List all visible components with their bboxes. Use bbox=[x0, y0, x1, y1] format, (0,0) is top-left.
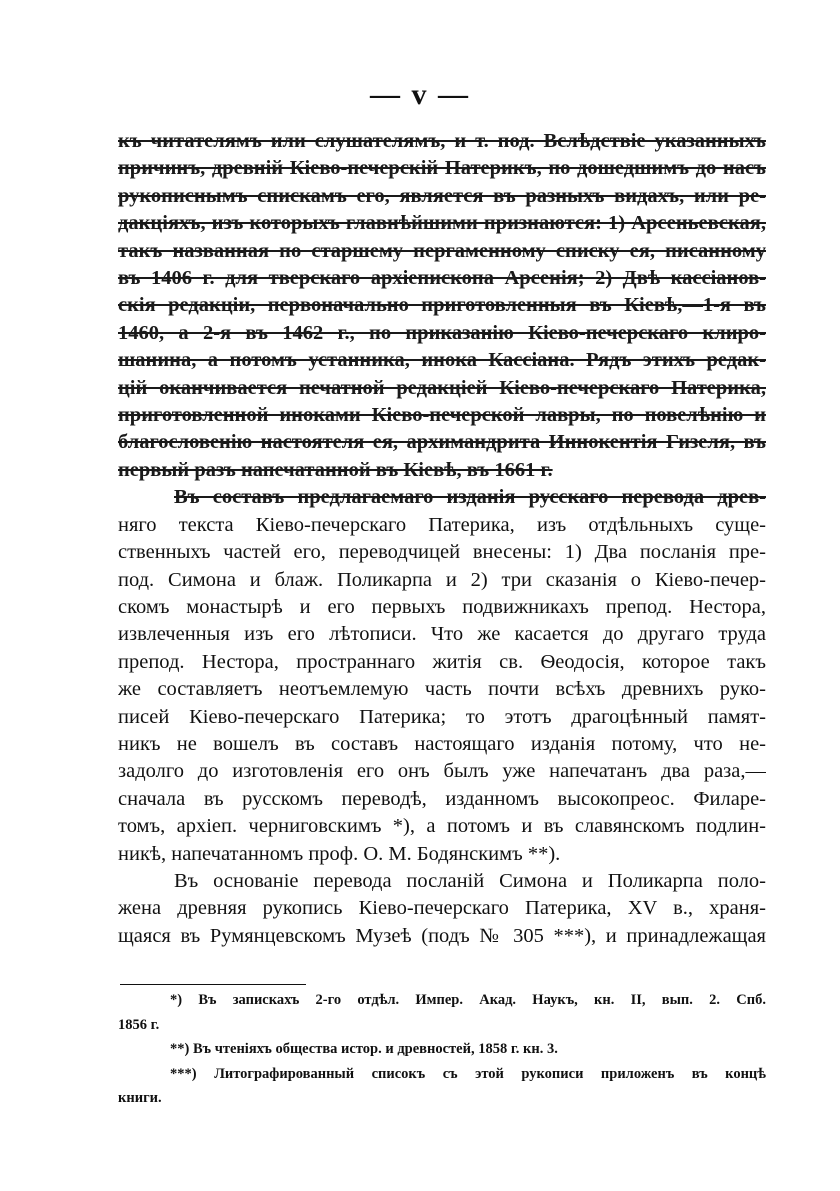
text-line: 1460, а 2-я въ 1462 г., по приказанію Кіево-печерскаго клиро- bbox=[118, 321, 766, 344]
text-line: щаяся въ Румянцевскомъ Музеѣ (подъ № 305 ***), и принадлежащая bbox=[118, 924, 766, 947]
footnote-line: **) Въ чтеніяхъ общества истор. и древностей, 1858 г. кн. 3. bbox=[170, 1041, 558, 1057]
text-line: благословенію настоятеля ея, архимандрита Иннокентія Гизеля, въ bbox=[118, 431, 766, 454]
text-line: такъ названная по старшему пергаменному списку ея, писанному bbox=[118, 239, 766, 262]
text-line: рукописнымъ спискамъ его, является въ разныхъ видахъ, или ре- bbox=[118, 184, 766, 207]
text-line: Въ основаніе перевода посланій Симона и Поликарпа поло- bbox=[174, 869, 766, 892]
footnotes bbox=[118, 988, 766, 1111]
page-number: — v — bbox=[370, 78, 470, 111]
text-line: под. Симона и блаж. Поликарпа и 2) три сказанія о Кіево-печер- bbox=[118, 568, 766, 591]
text-line: томъ, архіеп. черниговскимъ *), а потомъ и въ славянскомъ подлин- bbox=[118, 815, 766, 838]
paragraph-3 bbox=[118, 868, 766, 950]
text-line: же составляетъ неотъемлемую часть почти всѣхъ древнихъ руко- bbox=[118, 678, 766, 701]
text-line: къ читателямъ или слушателямъ, и т. под. Вслѣдствіе указанныхъ bbox=[118, 130, 766, 152]
footnote-line: 1856 г. bbox=[118, 1016, 160, 1033]
text-line: шанина, а потомъ устанника, инока Кассіана. Рядъ этихъ редак- bbox=[118, 349, 766, 372]
text-line: задолго до изготовленія его онъ былъ уже напечатанъ два раза,— bbox=[118, 760, 766, 783]
text-line: скія редакціи, первоначально приготовленныя въ Кіевѣ,—1-я въ bbox=[118, 294, 766, 317]
text-line: цій оканчивается печатной редакціей Кіево-печерскаго Патерика, bbox=[118, 376, 766, 399]
text-line: няго текста Кіево-печерскаго Патерика, изъ отдѣльныхъ суще- bbox=[118, 513, 766, 536]
text-line: никѣ, напечатанномъ проф. О. М. Бодянскимъ **). bbox=[118, 842, 561, 865]
paragraph-2 bbox=[118, 484, 766, 868]
text-line: въ 1406 г. для тверскаго архіепископа Арсенія; 2) Двѣ кассіанов- bbox=[118, 267, 766, 290]
text-line: никъ не вошелъ въ составъ настоящаго изданія потому, что не- bbox=[118, 732, 766, 755]
footnote-line: книги. bbox=[118, 1090, 162, 1106]
text-line: сначала въ русскомъ переводѣ, изданномъ высокопреос. Филаре- bbox=[118, 787, 766, 810]
body-text bbox=[118, 128, 766, 950]
text-line: приготовленной иноками Кіево-печерской лавры, по повелѣнію и bbox=[118, 404, 766, 427]
text-line: жена древняя рукопись Кіево-печерскаго Патерика, XV в., храня- bbox=[118, 897, 766, 920]
text-line: Въ составъ предлагаемаго изданія русскаго перевода древ- bbox=[174, 486, 766, 509]
text-line: дакціяхъ, изъ которыхъ главнѣйшими признаются: 1) Арсеньевская, bbox=[118, 212, 766, 235]
paragraph-1 bbox=[118, 128, 766, 484]
footnote-line: ***) Литографированный списокъ съ этой рукописи приложенъ въ концѣ bbox=[170, 1065, 766, 1082]
text-line: ственныхъ частей его, переводчицей внесены: 1) Два посланія пре- bbox=[118, 541, 766, 564]
text-line: писей Кіево-печерскаго Патерика; то этотъ драгоцѣнный памят- bbox=[118, 705, 766, 728]
text-line: скомъ монастырѣ и его первыхъ подвижникахъ препод. Нестора, bbox=[118, 595, 766, 618]
text-line: первый разъ напечатанной въ Кіевѣ, въ 1661 г. bbox=[118, 458, 553, 481]
footnote-divider bbox=[120, 984, 306, 985]
text-line: препод. Нестора, пространнаго житія св. Ѳеодосія, которое такъ bbox=[118, 650, 766, 673]
text-line: причинъ, древній Кіево-печерскій Патерикъ, по дошедшимъ до насъ bbox=[118, 157, 766, 180]
footnote-line: *) Въ запискахъ 2-го отдѣл. Импер. Акад. Наукъ, кн. II, вып. 2. Спб. bbox=[170, 992, 766, 1008]
text-line: извлеченныя изъ его лѣтописи. Что же касается до другаго труда bbox=[118, 623, 766, 646]
